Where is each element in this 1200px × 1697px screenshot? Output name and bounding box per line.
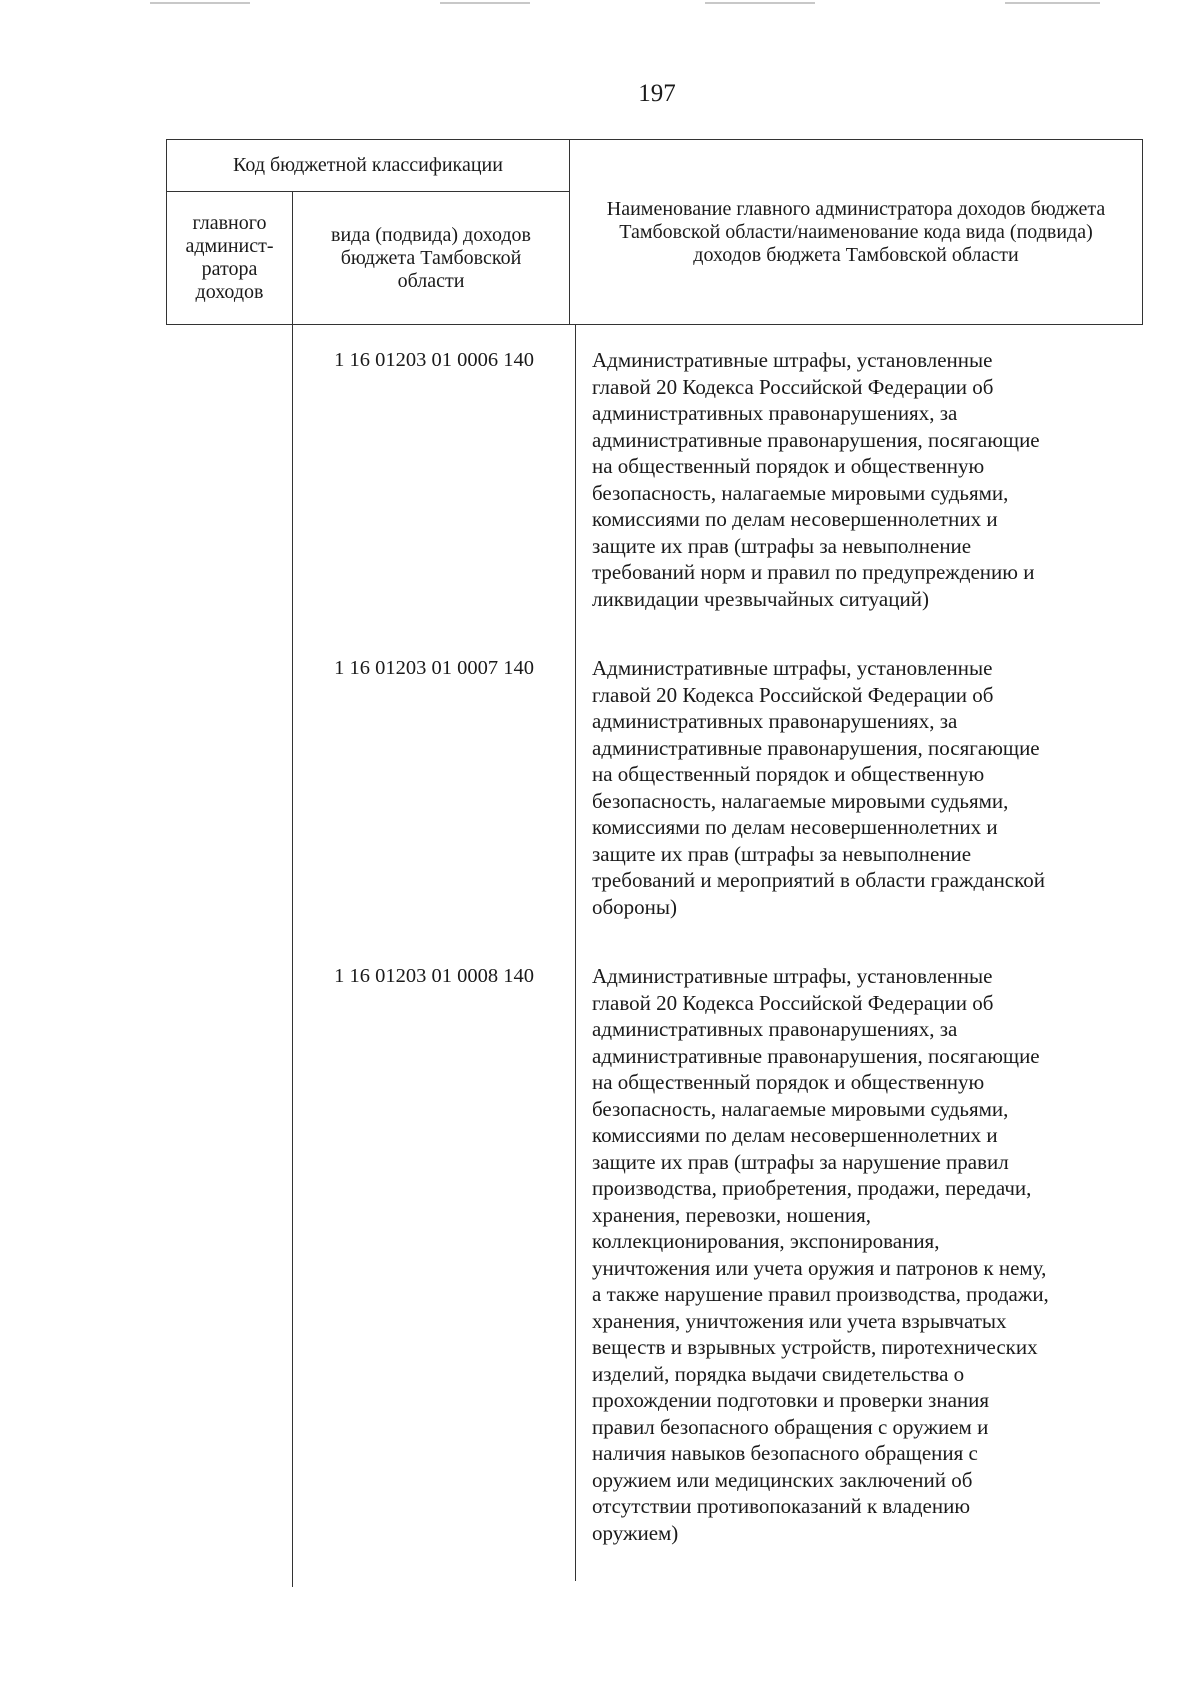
page-number: 197 [638,80,676,107]
table-header [166,139,1143,325]
header-column-name: Наименование главного администратора доходов бюджета Тамбовской области/наименование кода вида (подвида) доходов бюджета Тамбовской области [570,140,1143,325]
income-code: 1 16 01203 01 0008 140 [334,965,534,987]
column-divider-right [575,324,576,1581]
header-column-admin: главного админист-ратора доходов [167,192,293,325]
header-column-type: вида (подвида) доходов бюджета Тамбовской области [293,192,570,325]
income-description: Административные штрафы, установленные главой 20 Кодекса Российской Федерации об административных правонарушениях, за административные правонарушения, посягающие на общественный порядок и общественную безопасность, налагаемые мировыми судьями, комиссиями по делам несовершеннолетних и защите их прав (штрафы за невыполнение требований норм и правил по предупреждению и ликвидации чрезвычайных ситуаций) [592,348,1040,611]
header-group-title: Код бюджетной классификации [167,140,570,192]
income-code: 1 16 01203 01 0006 140 [334,349,534,371]
income-description: Административные штрафы, установленные главой 20 Кодекса Российской Федерации об административных правонарушениях, за административные правонарушения, посягающие на общественный порядок и общественную безопасность, налагаемые мировыми судьями, комиссиями по делам несовершеннолетних и защите их прав (штрафы за невыполнение требований и мероприятий в области гражданской обороны) [592,656,1045,919]
income-code: 1 16 01203 01 0007 140 [334,657,534,679]
column-divider-left [292,324,293,1587]
income-description: Административные штрафы, установленные главой 20 Кодекса Российской Федерации об административных правонарушениях, за административные правонарушения, посягающие на общественный порядок и общественную безопасность, налагаемые мировыми судьями, комиссиями по делам несовершеннолетних и защите их прав (штрафы за нарушение правил производства, приобретения, продажи, передачи, хранения, перевозки, ношения, коллекционирования, экспонирования, уничтожения или учета оружия и патронов к нему, а также нарушение правил производства, продажи, хранения, уничтожения или учета взрывчатых веществ и взрывных устройств, пиротехнических изделий, порядка выдачи свидетельства о прохождении подготовки и проверки знания правил безопасного обращения с оружием и наличия навыков безопасного обращения с оружием или медицинских заключений об отсутствии противопоказаний к владению оружием) [592,964,1049,1545]
